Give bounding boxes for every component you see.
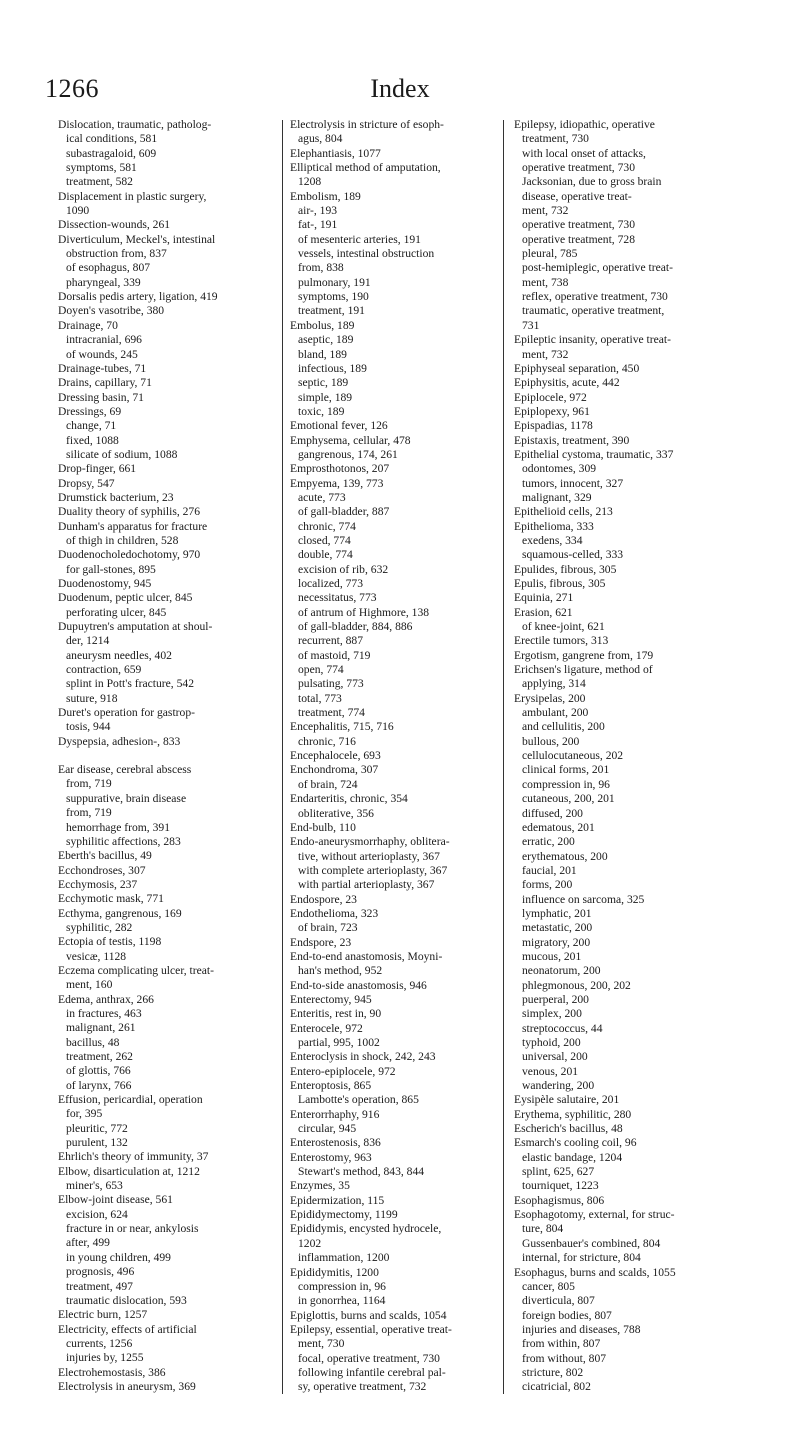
index-entry: currents, 1256	[66, 1336, 133, 1350]
index-entry: following infantile cerebral pal-	[298, 1365, 446, 1379]
index-entry: Emphysema, cellular, 478	[290, 433, 411, 447]
index-entry: Dissection-wounds, 261	[58, 218, 171, 232]
index-entry: Epiphyseal separation, 450	[514, 361, 640, 375]
index-entry: End-bulb, 110	[290, 820, 356, 834]
index-entry: Duodenum, peptic ulcer, 845	[58, 591, 193, 605]
index-entry: ment, 738	[522, 275, 569, 289]
index-entry: chronic, 774	[298, 519, 356, 533]
index-entry: Diverticulum, Meckel's, intestinal	[58, 232, 216, 246]
index-entry: splint, 625, 627	[522, 1165, 595, 1179]
index-entry: Endarteritis, chronic, 354	[290, 792, 408, 806]
index-entry: ture, 804	[522, 1222, 564, 1236]
index-entry: air-, 193	[298, 204, 338, 218]
index-entry: subastragaloid, 609	[66, 146, 157, 160]
index-entry: symptoms, 581	[66, 161, 137, 175]
index-entry: compression in, 96	[522, 777, 610, 791]
index-entry: Epispadias, 1178	[514, 419, 593, 433]
index-entry: Enteroclysis in shock, 242, 243	[290, 1050, 436, 1064]
index-column-1	[58, 118, 268, 1394]
index-entry: Enteroptosis, 865	[290, 1079, 372, 1093]
index-entry: intracranial, 696	[66, 333, 142, 347]
index-entry: Equinia, 271	[514, 591, 574, 605]
index-entry: puerperal, 200	[522, 992, 589, 1006]
index-entry: Drainage-tubes, 71	[58, 361, 147, 375]
index-entry: End-to-side anastomosis, 946	[290, 978, 427, 992]
index-entry: operative treatment, 730	[522, 161, 635, 175]
index-entry: Ehrlich's theory of immunity, 37	[58, 1150, 209, 1164]
index-entry: Escherich's bacillus, 48	[514, 1122, 623, 1136]
index-entry: Drumstick bacterium, 23	[58, 490, 174, 504]
index-entry: of gall-bladder, 887	[298, 505, 390, 519]
index-entry: treatment, 730	[522, 132, 589, 146]
index-entry: pleural, 785	[522, 247, 578, 261]
index-entry: aseptic, 189	[298, 333, 354, 347]
index-entry: influence on sarcoma, 325	[522, 892, 645, 906]
index-entry: Elbow-joint disease, 561	[58, 1193, 173, 1207]
index-entry: pleuritic, 772	[66, 1121, 128, 1135]
index-entry: Ectopia of testis, 1198	[58, 935, 162, 949]
index-entry: Elephantiasis, 1077	[290, 146, 381, 160]
index-entry: cancer, 805	[522, 1279, 575, 1293]
index-entry: applying, 314	[522, 677, 586, 691]
index-entry: Epiplocele, 972	[514, 390, 587, 404]
index-entry: malignant, 329	[522, 490, 592, 504]
index-entry: Displacement in plastic surgery,	[58, 189, 207, 203]
index-entry: from, 838	[298, 261, 344, 275]
index-entry: cellulocutaneous, 202	[522, 749, 624, 763]
index-entry: fracture in or near, ankylosis	[66, 1222, 199, 1236]
index-entry: simplex, 200	[522, 1007, 582, 1021]
index-entry: focal, operative treatment, 730	[298, 1351, 440, 1365]
index-entry: universal, 200	[522, 1050, 588, 1064]
index-entry: for gall-stones, 895	[66, 562, 156, 576]
index-entry: Emotional fever, 126	[290, 419, 388, 433]
index-entry: treatment, 774	[298, 706, 365, 720]
index-column-2	[290, 118, 514, 1395]
index-entry: partial, 995, 1002	[298, 1036, 380, 1049]
index-entry: with partial arterioplasty, 367	[298, 878, 435, 892]
index-entry: exedens, 334	[522, 533, 583, 547]
index-entry: Dorsalis pedis artery, ligation, 419	[58, 290, 218, 304]
index-entry: Drains, capillary, 71	[58, 376, 152, 390]
index-entry: Dyspepsia, adhesion-, 833	[58, 734, 181, 748]
index-entry: from, 719	[66, 806, 112, 820]
index-column-3	[514, 118, 764, 1395]
index-entry: treatment, 582	[66, 175, 133, 189]
index-entry: bullous, 200	[522, 734, 580, 748]
index-entry: Duodenocholedochotomy, 970	[58, 548, 201, 562]
index-entry: syphilitic affections, 283	[66, 834, 181, 848]
index-entry: Jacksonian, due to gross brain	[522, 175, 662, 189]
index-entry: Epididymitis, 1200	[290, 1265, 379, 1279]
index-entry: Epistaxis, treatment, 390	[514, 433, 630, 447]
index-entry: Enterostenosis, 836	[290, 1136, 381, 1150]
index-entry: fixed, 1088	[66, 433, 119, 447]
index-entry: Ear disease, cerebral abscess	[58, 763, 192, 777]
index-entry: Epulides, fibrous, 305	[514, 562, 617, 576]
index-entry: Embolus, 189	[290, 318, 355, 332]
index-entry: with complete arterioplasty, 367	[298, 863, 448, 877]
index-entry: Endospore, 23	[290, 892, 357, 906]
index-entry: cicatricial, 802	[522, 1380, 591, 1394]
index-entry: traumatic dislocation, 593	[66, 1293, 187, 1307]
index-entry: tosis, 944	[66, 720, 111, 734]
index-entry: total, 773	[298, 691, 342, 705]
index-entry: disease, operative treat-	[522, 189, 632, 203]
index-entry: typhoid, 200	[522, 1036, 581, 1049]
index-entry: 731	[522, 318, 540, 332]
index-entry: Endo-aneurysmorrhaphy, oblitera-	[290, 835, 450, 849]
index-entry: Epididymis, encysted hydrocele,	[290, 1222, 442, 1236]
index-entry: splint in Pott's fracture, 542	[66, 677, 194, 691]
index-entry: inflammation, 1200	[298, 1251, 390, 1265]
index-entry: closed, 774	[298, 533, 351, 547]
index-entry: edematous, 201	[522, 820, 595, 834]
index-entry: from, 719	[66, 777, 112, 791]
index-entry: Erectile tumors, 313	[514, 634, 609, 648]
index-entry: Erasion, 621	[514, 605, 573, 619]
index-entry: of esophagus, 807	[66, 261, 151, 275]
index-entry: wandering, 200	[522, 1079, 595, 1093]
index-entry: Duodenostomy, 945	[58, 577, 152, 590]
index-entry: Erysipelas, 200	[514, 691, 586, 705]
index-entry: clinical forms, 201	[522, 763, 610, 777]
index-entry: Doyen's vasotribe, 380	[58, 304, 165, 318]
index-entry: Enzymes, 35	[290, 1179, 350, 1193]
index-entry: venous, 201	[522, 1064, 579, 1078]
index-entry: septic, 189	[298, 376, 349, 390]
index-entry: Epiphysitis, acute, 442	[514, 376, 620, 390]
index-entry: pulsating, 773	[298, 677, 364, 691]
index-entry: operative treatment, 730	[522, 218, 635, 232]
index-entry: Dressings, 69	[58, 404, 122, 418]
index-entry: Electricity, effects of artificial	[58, 1322, 197, 1336]
index-entry: treatment, 191	[298, 304, 365, 318]
index-entry: in young children, 499	[66, 1250, 171, 1264]
index-entry: forms, 200	[522, 878, 573, 892]
index-entry: Erythema, syphilitic, 280	[514, 1107, 632, 1121]
index-entry: Dropsy, 547	[58, 476, 115, 490]
index-entry: bland, 189	[298, 347, 347, 361]
index-entry: operative treatment, 728	[522, 232, 635, 246]
index-entry: Elbow, disarticulation at, 1212	[58, 1164, 200, 1178]
index-entry: Edema, anthrax, 266	[58, 992, 154, 1006]
index-entry: chronic, 716	[298, 734, 356, 748]
index-entry: of thigh in children, 528	[66, 533, 179, 547]
index-entry: injuries and diseases, 788	[522, 1322, 641, 1336]
index-entry: Electrolysis in aneurysm, 369	[58, 1379, 196, 1393]
index-entry: Enterocele, 972	[290, 1021, 363, 1035]
index-entry: 1202	[298, 1236, 322, 1250]
index-entry: Duality theory of syphilis, 276	[58, 505, 201, 519]
index-entry: Epiplopexy, 961	[514, 404, 590, 418]
page-header	[0, 76, 800, 116]
index-entry: Stewart's method, 843, 844	[298, 1165, 425, 1179]
index-entry: necessitatus, 773	[298, 591, 377, 605]
index-entry: circular, 945	[298, 1122, 357, 1136]
index-entry: after, 499	[66, 1236, 110, 1250]
index-entry: double, 774	[298, 548, 353, 562]
index-entry: Epididymectomy, 1199	[290, 1208, 398, 1222]
index-entry: prognosis, 496	[66, 1265, 135, 1279]
index-entry: Epithelioma, 333	[514, 519, 594, 533]
index-entry: of wounds, 245	[66, 347, 138, 361]
index-entry: excision of rib, 632	[298, 562, 389, 576]
index-entry: elastic bandage, 1204	[522, 1150, 623, 1164]
index-entry: diffused, 200	[522, 806, 583, 820]
index-entry: Electrohemostasis, 386	[58, 1365, 166, 1379]
index-entry: Lambotte's operation, 865	[298, 1093, 419, 1107]
index-entry: Elliptical method of amputation,	[290, 161, 441, 175]
index-entry: Ecchymotic mask, 771	[58, 892, 164, 906]
index-entry: injuries by, 1255	[66, 1351, 144, 1365]
index-entry: Esophagismus, 806	[514, 1193, 605, 1207]
index-entry: Duret's operation for gastrop-	[58, 706, 195, 720]
index-entry: localized, 773	[298, 577, 364, 590]
index-entry: ment, 160	[66, 978, 113, 992]
page-number: 1266	[45, 74, 99, 103]
index-entry: stricture, 802	[522, 1365, 584, 1379]
index-entry: Enterectomy, 945	[290, 992, 372, 1006]
index-entry: acute, 773	[298, 490, 346, 504]
index-entry: Encephalocele, 693	[290, 749, 381, 763]
index-entry: Ergotism, gangrene from, 179	[514, 648, 654, 662]
index-entry: mucous, 201	[522, 949, 582, 963]
index-entry: diverticula, 807	[522, 1294, 595, 1308]
index-entry: reflex, operative treatment, 730	[522, 290, 668, 304]
index-entry: excision, 624	[66, 1207, 128, 1221]
index-entry: suppurative, brain disease	[66, 791, 187, 805]
index-entry: gangrenous, 174, 261	[298, 447, 398, 461]
index-entry: malignant, 261	[66, 1021, 136, 1035]
index-entry: perforating ulcer, 845	[66, 605, 167, 619]
index-entry: tumors, innocent, 327	[522, 476, 624, 490]
index-entry: Eberth's bacillus, 49	[58, 849, 152, 863]
index-entry: of larynx, 766	[66, 1078, 132, 1092]
index-entry: vesicæ, 1128	[66, 949, 127, 963]
index-entry: Ecchondroses, 307	[58, 863, 146, 877]
index-entry: silicate of sodium, 1088	[66, 447, 178, 461]
index-entry: Endspore, 23	[290, 935, 352, 949]
index-entry: Eysipèle salutaire, 201	[514, 1093, 620, 1107]
index-entry: metastatic, 200	[522, 921, 593, 935]
index-entry: Entero-epiplocele, 972	[290, 1064, 396, 1078]
index-entry: der, 1214	[66, 634, 110, 648]
index-entry: migratory, 200	[522, 935, 591, 949]
index-entry: Electric burn, 1257	[58, 1308, 148, 1322]
index-entry: erratic, 200	[522, 835, 575, 849]
index-entry: ambulant, 200	[522, 706, 589, 720]
index-entry: Dunham's apparatus for fracture	[58, 519, 208, 533]
index-entry: ment, 732	[522, 347, 569, 361]
index-entry: Epulis, fibrous, 305	[514, 577, 606, 590]
index-entry: foreign bodies, 807	[522, 1308, 612, 1322]
index-entry: miner's, 653	[66, 1179, 123, 1193]
index-entry: Epilepsy, essential, operative treat-	[290, 1322, 452, 1336]
index-entry: of knee-joint, 621	[522, 620, 605, 634]
index-entry: contraction, 659	[66, 663, 142, 677]
index-entry: han's method, 952	[298, 964, 383, 978]
index-entry: bacillus, 48	[66, 1035, 120, 1049]
index-entry: Effusion, pericardial, operation	[58, 1093, 203, 1107]
index-entry: Gussenbauer's combined, 804	[522, 1236, 661, 1250]
index-entry: 1208	[298, 175, 322, 189]
index-entry: of antrum of Highmore, 138	[298, 605, 430, 619]
index-entry: syphilitic, 282	[66, 920, 133, 934]
index-entry: in fractures, 463	[66, 1006, 142, 1020]
index-entry: recurrent, 887	[298, 634, 364, 648]
index-entry: compression in, 96	[298, 1279, 386, 1293]
index-entry: pulmonary, 191	[298, 275, 371, 289]
index-entry: Erichsen's ligature, method of	[514, 663, 653, 677]
index-entry: lymphatic, 201	[522, 906, 592, 920]
index-entry: Drop-finger, 661	[58, 462, 137, 476]
index-entry: infectious, 189	[298, 361, 367, 375]
index-entry: Epithelial cystoma, traumatic, 337	[514, 447, 674, 461]
index-entry: Dislocation, traumatic, patholog-	[58, 118, 212, 131]
index-entry: and cellulitis, 200	[522, 720, 605, 734]
index-entry: ment, 732	[522, 204, 569, 218]
index-entry: simple, 189	[298, 390, 353, 404]
index-entry: odontomes, 309	[522, 462, 597, 476]
index-entry: Epilepsy, idiopathic, operative	[514, 118, 655, 131]
index-entry: erythematous, 200	[522, 849, 608, 863]
index-entry: neonatorum, 200	[522, 964, 601, 978]
index-entry: toxic, 189	[298, 404, 345, 418]
index-entry: Drainage, 70	[58, 318, 118, 332]
index-entry: aneurysm needles, 402	[66, 648, 172, 662]
index-entry: of glottis, 766	[66, 1064, 131, 1078]
index-entry: change, 71	[66, 419, 117, 433]
index-entry: purulent, 132	[66, 1136, 128, 1150]
index-entry: Epileptic insanity, operative treat-	[514, 333, 671, 347]
index-entry: Eczema complicating ulcer, treat-	[58, 963, 214, 977]
index-entry: from without, 807	[522, 1351, 607, 1365]
index-entry: treatment, 262	[66, 1050, 133, 1063]
running-title: Index	[370, 74, 430, 103]
index-entry: of brain, 724	[298, 777, 358, 791]
index-entry: ment, 730	[298, 1337, 345, 1351]
index-entry: tive, without arterioplasty, 367	[298, 849, 440, 863]
index-entry: vessels, intestinal obstruction	[298, 247, 435, 261]
index-entry: obliterative, 356	[298, 806, 374, 820]
index-entry: squamous-celled, 333	[522, 548, 624, 562]
index-entry: cutaneous, 200, 201	[522, 792, 615, 806]
index-entry: fat-, 191	[298, 218, 338, 232]
index-entry: Dupuytren's amputation at shoul-	[58, 620, 213, 634]
index-entry: post-hemiplegic, operative treat-	[522, 261, 673, 275]
index-entry: Encephalitis, 715, 716	[290, 720, 394, 734]
index-columns	[58, 118, 768, 1398]
index-entry: Epiglottis, burns and scalds, 1054	[290, 1308, 447, 1322]
index-entry: with local onset of attacks,	[522, 146, 646, 160]
index-entry: internal, for stricture, 804	[522, 1251, 641, 1265]
index-entry: sy, operative treatment, 732	[298, 1380, 427, 1394]
index-entry: treatment, 497	[66, 1279, 133, 1293]
index-entry: traumatic, operative treatment,	[522, 304, 665, 318]
index-entry: Enteritis, rest in, 90	[290, 1007, 382, 1021]
index-entry: from within, 807	[522, 1337, 601, 1351]
index-entry: End-to-end anastomosis, Moyni-	[290, 949, 443, 963]
index-entry: ical conditions, 581	[66, 132, 158, 146]
index-entry: obstruction from, 837	[66, 247, 167, 261]
index-entry: faucial, 201	[522, 863, 577, 877]
index-entry: Embolism, 189	[290, 189, 361, 203]
index-entry: of mastoid, 719	[298, 648, 371, 662]
index-entry: Enterostomy, 963	[290, 1150, 372, 1164]
index-entry: Enterorrhaphy, 916	[290, 1107, 380, 1121]
index-entry: suture, 918	[66, 691, 118, 705]
index-entry: Electrolysis in stricture of esoph-	[290, 118, 444, 131]
index-entry: Dressing basin, 71	[58, 390, 144, 404]
index-entry: Esophagus, burns and scalds, 1055	[514, 1265, 676, 1279]
index-entry: for, 395	[66, 1107, 103, 1121]
index-entry: 1090	[66, 204, 90, 218]
index-entry: Enchondroma, 307	[290, 763, 379, 777]
index-entry: tourniquet, 1223	[522, 1179, 599, 1193]
index-entry: of mesenteric arteries, 191	[298, 232, 421, 246]
index-entry: Endothelioma, 323	[290, 906, 379, 920]
index-entry: hemorrhage from, 391	[66, 820, 170, 834]
index-entry: Esmarch's cooling coil, 96	[514, 1136, 637, 1150]
index-entry: in gonorrhea, 1164	[298, 1294, 386, 1308]
index-entry: open, 774	[298, 663, 344, 677]
index-entry: pharyngeal, 339	[66, 275, 141, 289]
index-entry: of gall-bladder, 884, 886	[298, 620, 413, 634]
index-entry: Ecchymosis, 237	[58, 877, 138, 891]
index-entry: Emprosthotonos, 207	[290, 462, 390, 476]
index-entry: streptococcus, 44	[522, 1021, 603, 1035]
index-entry: of brain, 723	[298, 921, 358, 935]
index-entry: Epidermization, 115	[290, 1193, 385, 1207]
index-entry: phlegmonous, 200, 202	[522, 978, 631, 992]
index-entry: Ecthyma, gangrenous, 169	[58, 906, 182, 920]
index-entry: Empyema, 139, 773	[290, 476, 384, 490]
index-entry: agus, 804	[298, 132, 343, 146]
index-entry: Esophagotomy, external, for struc-	[514, 1208, 675, 1222]
index-entry: symptoms, 190	[298, 290, 369, 304]
index-entry	[58, 749, 268, 763]
index-entry: Epithelioid cells, 213	[514, 505, 613, 519]
